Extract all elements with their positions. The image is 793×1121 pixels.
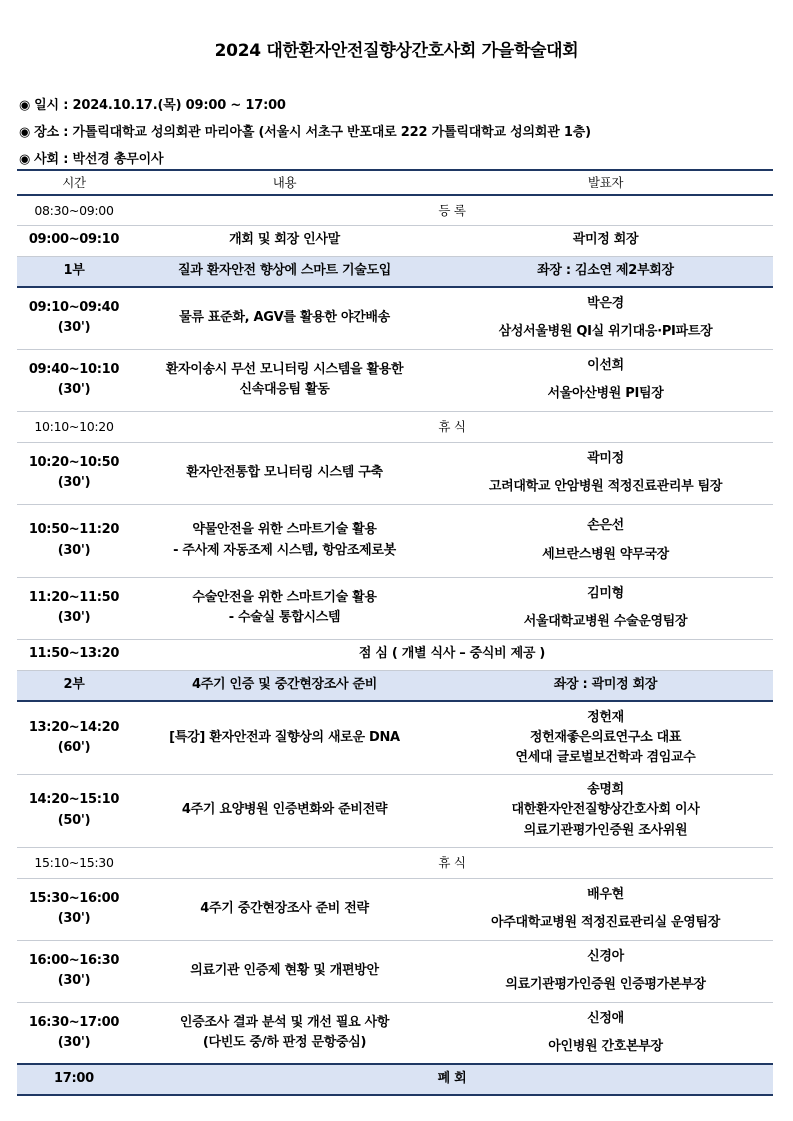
speaker [438,1002,773,1064]
bullet-icon: ◉ [19,98,31,113]
time-range: 09:40~10:10 [28,361,120,377]
table-row [17,878,773,940]
row-time [17,701,131,774]
row-time: 11:50~13:20 [28,646,120,662]
speaker-affiliation: 세브란스병원 약무국장 [542,546,669,562]
spacer [438,537,773,545]
session-header-row [17,256,773,287]
row-span-text: 점 심 ( 개별 식사 – 중식비 제공 ) [358,646,546,662]
speaker [438,774,773,847]
header-content: 내용 [272,174,297,190]
spacer [438,905,773,913]
table-row [17,287,773,349]
talk-title-line: 의료기관 인증제 현황 및 개편방안 [190,962,379,978]
info-place: ◉ 장소 : 가톨릭대학교 성의회관 마리아홀 (서울시 서초구 반포대로 222 가톨릭대학교 성의회관 1층) [19,125,591,140]
duration: (30') [57,973,91,988]
row-time [17,287,131,349]
speaker-affiliation: 아인병원 간호본부장 [548,1038,663,1054]
row-content: 질과 환자안전 향상에 스마트 기술도입 [177,263,392,279]
duration: (30') [57,1034,91,1050]
row-time: 09:00~09:10 [28,232,120,248]
speaker-name: 박은경 [587,296,624,312]
talk-title [131,940,438,1002]
speaker [438,442,773,504]
duration: (60') [57,739,91,755]
time-range: 11:20~11:50 [28,589,120,605]
row-time: 08:30~09:00 [34,202,114,218]
talk-title-line: 4주기 요양병원 인증변화와 준비전략 [181,802,388,818]
row-time [17,442,131,504]
time-range: 10:50~11:20 [28,522,120,538]
bullet-icon: ◉ [19,152,31,167]
speaker-affiliation: 의료기관평가인증원 인증평가본부장 [505,977,706,992]
talk-title [131,774,438,847]
table-header [17,170,773,195]
talk-title-line: 환자안전통합 모니터링 시스템 구축 [186,464,383,480]
speaker [438,701,773,774]
row-speaker: 좌장 : 곽미정 회장 [553,677,658,693]
schedule-table [17,169,773,1096]
row-span-text: 등 록 [438,202,466,218]
speaker [438,940,773,1002]
speaker-affiliation: 연세대 글로벌보건학과 겸임교수 [515,749,696,765]
info-host: ◉ 사회 : 박선경 총무이사 [19,152,164,167]
row-span-text: 휴 식 [438,418,466,434]
page-title: 2024 대한환자안전질향상간호사회 가을학술대회 [214,41,579,61]
table-row [17,349,773,411]
talk-title-line: 신속대응팀 활동 [239,382,330,397]
talk-title-line: - 주사제 자동조제 시스템, 항암조제로봇 [173,542,396,558]
speaker-name: 정헌재 [587,709,624,725]
table-row [17,225,773,256]
speaker-name: 배우현 [587,886,624,902]
table-row [17,442,773,504]
table-row [17,1002,773,1064]
speaker-name: 이선희 [587,357,624,373]
row-time [17,878,131,940]
duration: (30') [57,382,91,397]
talk-title [131,577,438,639]
duration: (50') [57,812,91,828]
speaker-affiliation: 서울아산병원 PI팀장 [547,386,664,401]
bullet-icon: ◉ [19,125,31,140]
talk-title-line: 4주기 중간현장조사 준비 전략 [200,900,369,916]
table-row [17,1064,773,1095]
talk-title-line: 인증조사 결과 분석 및 개선 필요 사항 [179,1014,390,1030]
header-time: 시간 [62,174,86,190]
row-time: 1부 [63,263,85,279]
row-time [17,774,131,847]
row-time [17,577,131,639]
talk-title [131,504,438,577]
speaker [438,287,773,349]
spacer [438,967,773,975]
talk-title-line: 물류 표준화, AGV를 활용한 야간배송 [179,310,390,326]
talk-title-line: 약물안전을 위한 스마트기술 활용 [192,522,377,538]
speaker-name: 신정애 [587,1010,624,1026]
speaker-name: 신경아 [587,948,624,964]
table-row [17,639,773,670]
duration: (30') [57,542,91,558]
speaker-affiliation: 삼성서울병원 QI실 위기대응·PI파트장 [498,324,713,340]
row-span-text: 폐 회 [437,1071,467,1087]
row-time [17,349,131,411]
speaker-affiliation: 정헌재좋은의료연구소 대표 [529,729,682,745]
duration: (30') [57,320,91,336]
speaker-name: 손은선 [587,518,624,534]
table-row [17,701,773,774]
duration: (30') [57,475,91,490]
row-time: 15:10~15:30 [34,854,114,870]
spacer [438,376,773,384]
time-range: 09:10~09:40 [28,300,120,316]
spacer [438,1029,773,1037]
session-header-row [17,670,773,701]
row-content: 4주기 인증 및 중간현장조사 준비 [191,677,377,693]
speaker-name: 곽미정 [587,450,624,466]
table-row [17,411,773,442]
speaker-affiliation: 서울대학교병원 수술운영팀장 [523,614,688,629]
row-span-text: 휴 식 [438,854,466,870]
talk-title-line: (다빈도 중/하 판정 문항중심) [202,1034,367,1050]
talk-title-line: 수술안전을 위한 스마트기술 활용 [192,589,377,605]
table-row [17,774,773,847]
row-content: 개회 및 회장 인사말 [229,232,340,248]
speaker [438,504,773,577]
row-speaker: 곽미정 회장 [572,232,639,248]
duration: (30') [57,911,91,926]
row-time: 10:10~10:20 [34,418,114,434]
speaker-affiliation: 대한환자안전질향상간호사회 이사 [511,802,700,818]
spacer [438,604,773,612]
table-row [17,195,773,225]
row-time [17,940,131,1002]
talk-title-line: [특강] 환자안전과 질향상의 새로운 DNA [169,729,400,745]
table-row [17,940,773,1002]
spacer [438,314,773,322]
row-time: 17:00 [54,1071,94,1087]
speaker-name: 송명희 [587,782,624,798]
table-row [17,577,773,639]
row-time [17,1002,131,1064]
talk-title [131,287,438,349]
table-row [17,847,773,878]
time-range: 15:30~16:00 [28,890,120,906]
row-time [17,504,131,577]
speaker-name: 김미형 [587,585,624,601]
time-range: 16:00~16:30 [28,952,120,968]
header-speaker: 발표자 [587,174,624,190]
speaker [438,577,773,639]
speaker [438,349,773,411]
speaker-affiliation: 고려대학교 안암병원 적정진료관리부 팀장 [488,479,723,494]
row-time: 2부 [63,677,85,693]
talk-title [131,878,438,940]
table-row [17,504,773,577]
speaker-affiliation: 의료기관평가인증원 조사위원 [523,822,688,838]
time-range: 16:30~17:00 [28,1014,120,1030]
talk-title-line: 환자이송시 무선 모니터링 시스템을 활용한 [165,361,404,377]
spacer [438,469,773,477]
row-speaker: 좌장 : 김소연 제2부회장 [537,263,674,279]
time-range: 10:20~10:50 [28,454,120,470]
time-range: 14:20~15:10 [28,792,120,808]
talk-title [131,442,438,504]
talk-title [131,1002,438,1064]
talk-title-line: - 수술실 통합시스템 [228,610,341,625]
talk-title [131,349,438,411]
talk-title [131,701,438,774]
time-range: 13:20~14:20 [28,719,120,735]
speaker-affiliation: 아주대학교병원 적정진료관리실 운영팀장 [490,915,721,930]
info-date: ◉ 일시 : 2024.10.17.(목) 09:00 ~ 17:00 [19,98,286,113]
speaker [438,878,773,940]
duration: (30') [57,610,91,625]
